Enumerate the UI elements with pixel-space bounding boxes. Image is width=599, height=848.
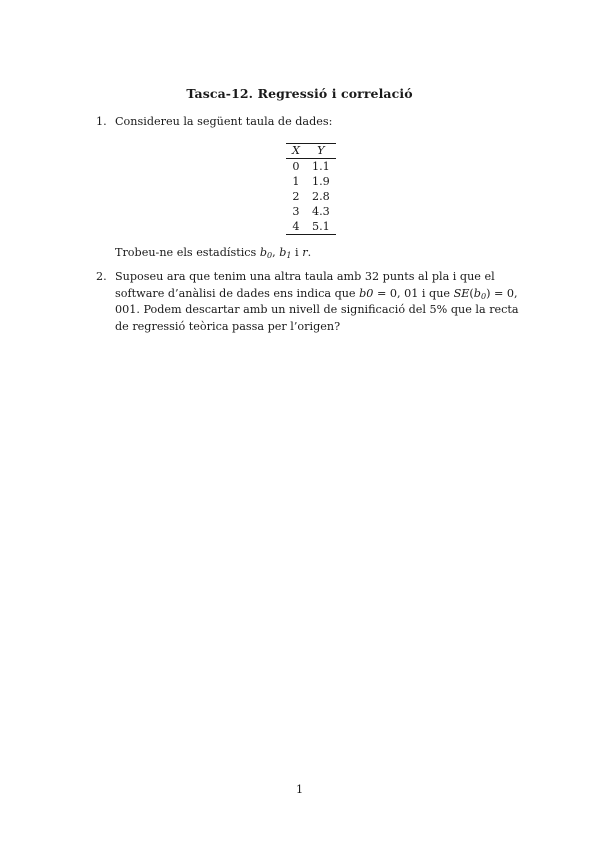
expr-b0: b0 — [359, 286, 374, 300]
sentence-period: . — [307, 246, 312, 259]
question-1-text: Considereu la següent taula de dades: — [115, 115, 333, 128]
question-1-instruction — [115, 246, 311, 259]
question-2-text — [115, 269, 521, 335]
page-title: Tasca-12. Regressió i correlació — [186, 86, 413, 101]
table-row — [286, 174, 336, 189]
table-cell-y: 4.3 — [311, 205, 330, 218]
conjunction-i: i — [291, 246, 303, 259]
data-table — [286, 143, 336, 235]
subscript-1: 1 — [286, 251, 292, 260]
table-cell-y: 2.8 — [311, 190, 330, 203]
question-2-part1: Suposeu ara que tenim una altra taula amb 32 punts al pla i que el software d’anàlisi de dades ens indica que — [115, 270, 495, 300]
table-row — [286, 219, 336, 235]
table-cell-y: 1.1 — [311, 160, 330, 173]
column-header-y: Y — [306, 144, 336, 159]
question-1 — [96, 114, 521, 131]
table-cell-x: 4 — [286, 219, 306, 235]
question-2-part3: ( — [469, 286, 474, 300]
table-row — [286, 159, 336, 175]
table-row — [286, 189, 336, 204]
question-2-part4: ) = 0, 001. Podem descartar amb un nivell de significació del 5% que la recta de regressió teòrica passa per l’origen? — [115, 286, 519, 333]
question-2-part2: = 0, 01 i que — [373, 286, 454, 300]
question-1-number: 1. — [96, 115, 107, 128]
symbol-b: b — [279, 246, 287, 259]
question-2-number: 2. — [96, 270, 107, 283]
separator-comma: , — [272, 246, 280, 259]
symbol-b: b — [473, 286, 481, 300]
table-cell-x: 1 — [292, 175, 300, 188]
instruction-prefix: Trobeu-ne els estadístics — [115, 246, 260, 259]
statistic-r: r — [302, 246, 308, 259]
table-cell-y: 1.9 — [311, 175, 330, 188]
subscript-0: 0 — [480, 291, 487, 301]
table-cell-x: 2 — [292, 190, 300, 203]
expr-b0-sub — [474, 287, 486, 300]
symbol-b: b — [259, 246, 268, 259]
statistic-b0 — [260, 246, 272, 259]
subscript-0: 0 — [267, 251, 273, 260]
question-2 — [96, 269, 521, 335]
expr-se: SE — [453, 286, 470, 300]
table-cell-y: 5.1 — [306, 219, 336, 235]
statistic-b1 — [279, 246, 291, 259]
table-cell-x: 0 — [292, 160, 300, 173]
column-header-x: X — [286, 144, 306, 159]
table-row — [286, 204, 336, 219]
page-number: 1 — [295, 783, 304, 796]
table-cell-x: 3 — [292, 205, 300, 218]
table-header-row — [286, 144, 336, 159]
